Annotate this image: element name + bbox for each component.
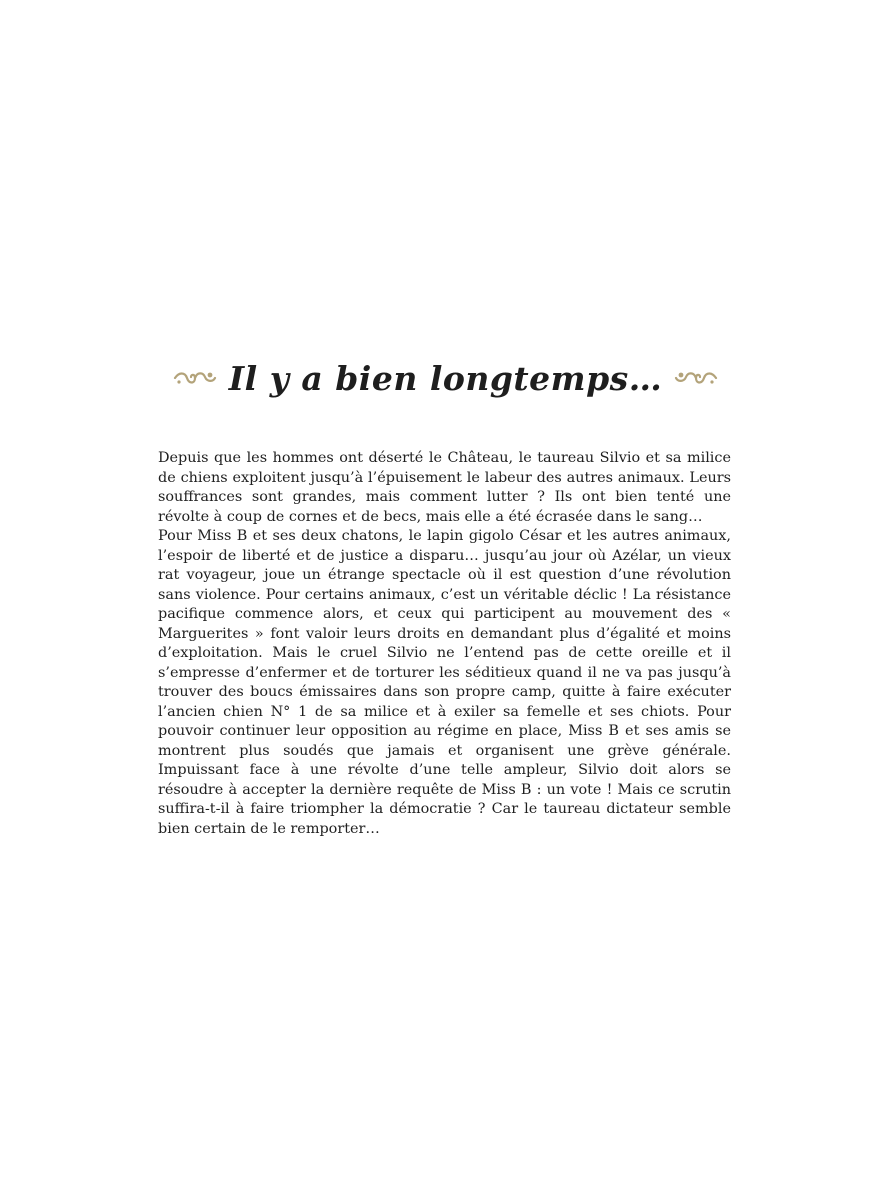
synopsis-paragraph: Depuis que les hommes ont déserté le Château, le taureau Silvio et sa milice de chiens exploitent jusqu’à l’épuisement le labeur des autres animaux. Leurs souffrances sont grandes, mais comment lutter ? Ils ont bien tenté une révolte à coup de cornes et de becs, mais elle a été écrasée dans le sang… <box>158 450 731 525</box>
synopsis-text <box>158 449 731 839</box>
swirl-ornament-icon <box>674 368 718 388</box>
heading-row <box>0 354 891 402</box>
swirl-ornament-icon <box>173 368 217 388</box>
page-title: Il y a bien longtemps… <box>228 358 663 398</box>
synopsis-paragraph: Pour Miss B et ses deux chatons, le lapin gigolo César et les autres animaux, l’espoir de liberté et de justice a disparu… jusqu’au jour où Azélar, un vieux rat voyageur, joue un étrange spectacle où il est question d’une révolution sans violence. Pour certains animaux, c’est un véritable déclic ! La résistance pacifique commence alors, et ceux qui participent au mouvement des « Marguerites » font valoir leurs droits en demandant plus d’égalité et moins d’exploitation. Mais le cruel Silvio ne l’entend pas de cette oreille et il s’empresse d’enfermer et de torturer les séditieux quand il ne va pas jusqu’à trouver des boucs émissaires dans son propre camp, quitte à faire exécuter l’ancien chien N° 1 de sa milice et à exiler sa femelle et ses chiots. Pour pouvoir continuer leur opposition au régime en place, Miss B et ses amis se montrent plus soudés que jamais et organisent une grève générale. Impuissant face à une révolte d’une telle ampleur, Silvio doit alors se résoudre à accepter la dernière requête de Miss B : un vote ! Mais ce scrutin suffira-t-il à faire triompher la démocratie ? Car le taureau dictateur semble bien certain de le remporter… <box>158 528 731 837</box>
